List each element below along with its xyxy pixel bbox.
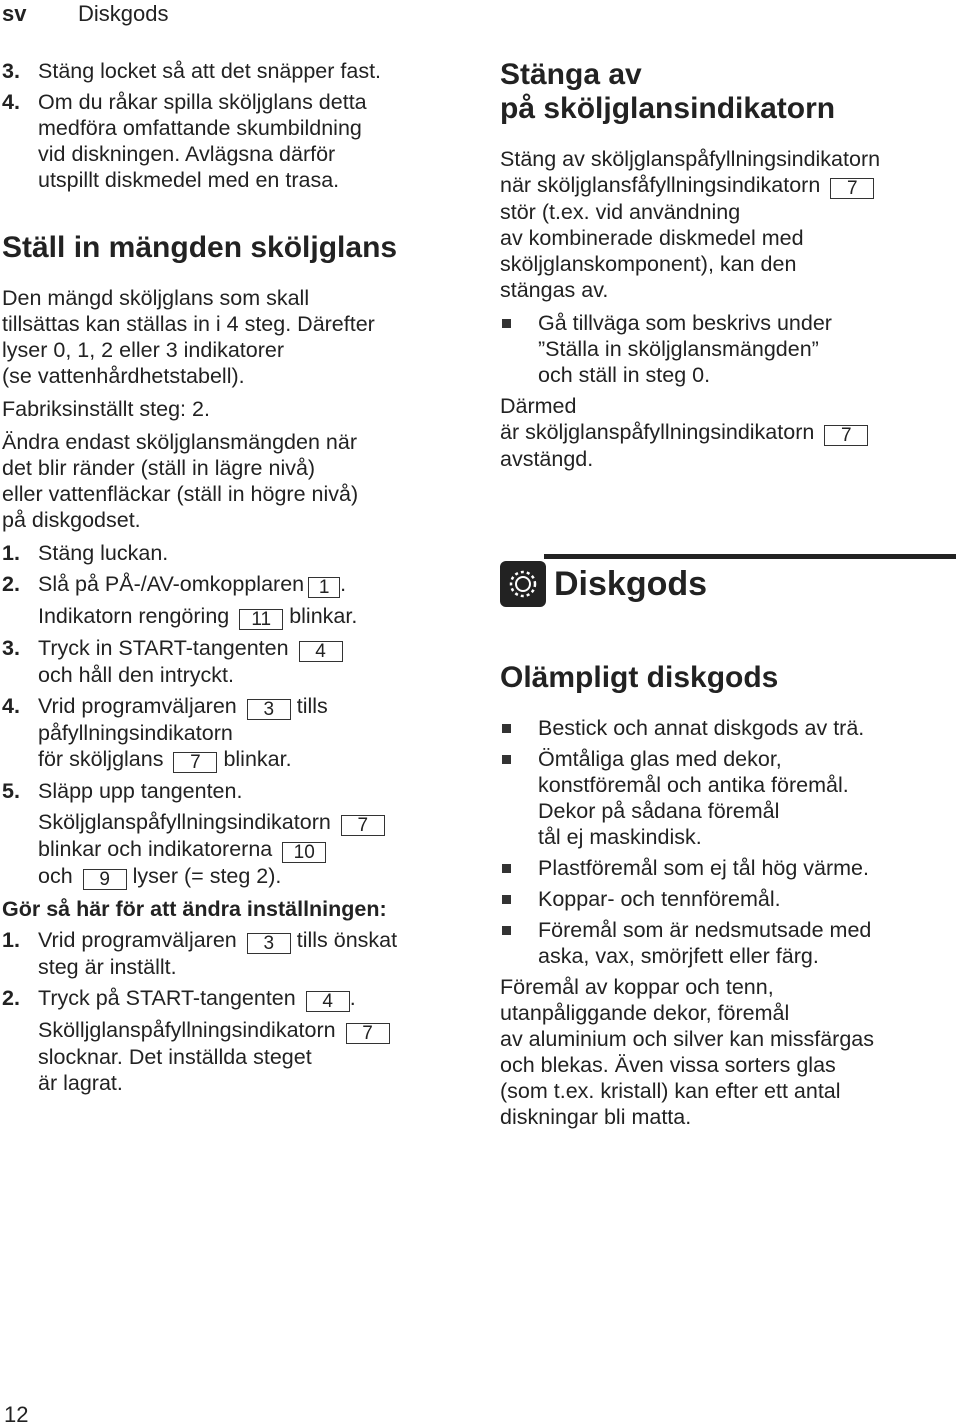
key-ref-3: 3 xyxy=(247,933,291,954)
step-item xyxy=(2,89,462,193)
text-line: (som t.ex. kristall) kan efter ett antal xyxy=(500,1079,841,1103)
header-title: Diskgods xyxy=(78,1,169,26)
text-line: eller vattenfläckar (ställ in högre nivå) xyxy=(2,482,359,506)
text-line: diskningar bli matta. xyxy=(500,1105,692,1129)
step-text: utspillt diskmedel med en trasa. xyxy=(38,168,340,192)
chapter-title: Diskgods xyxy=(554,565,708,603)
text-line: tål ej maskindisk. xyxy=(538,825,702,849)
result-paragraph xyxy=(500,393,956,472)
step-text: är lagrat. xyxy=(38,1071,123,1095)
closing-paragraph xyxy=(500,974,956,1130)
step-text-part: Slå på PÅ-/AV-omkopplaren xyxy=(38,572,305,596)
text-line: tillsättas kan ställas in i 4 steg. Därefter xyxy=(2,312,375,336)
text-line: sköljglanskomponent), kan den xyxy=(500,252,797,276)
step-number: 3. xyxy=(2,59,20,83)
step-text xyxy=(38,603,462,630)
text-line: Ömtåliga glas med dekor, xyxy=(538,747,782,771)
text-line: och ställ in steg 0. xyxy=(538,363,711,387)
step-text: vid diskningen. Avlägsna därför xyxy=(38,142,336,166)
right-column xyxy=(500,58,956,1130)
step-text-part: blinkar. xyxy=(289,604,358,628)
section-heading: Ställ in mängden sköljglans xyxy=(2,231,398,264)
bullet-item xyxy=(500,746,956,850)
step-text-part: Sköljglanspåfyllningsindikatorn xyxy=(38,810,331,834)
unsuitable-list xyxy=(500,715,956,969)
step-text xyxy=(38,809,462,836)
heading-line: på sköljglansindikatorn xyxy=(500,92,836,125)
step-text-part: Skölljglanspåfyllningsindikatorn xyxy=(38,1018,336,1042)
step-text-part: Vrid programväljaren xyxy=(38,694,237,718)
page-header xyxy=(2,0,168,28)
key-ref-7: 7 xyxy=(824,425,868,446)
text-line: Dekor på sådana föremål xyxy=(538,799,780,823)
text-line: aska, vax, smörjfett eller färg. xyxy=(538,944,819,968)
step-text xyxy=(38,571,462,598)
text-part: är sköljglanspåfyllningsindikatorn xyxy=(500,420,815,444)
key-ref-7: 7 xyxy=(346,1023,390,1044)
step-item xyxy=(2,985,462,1096)
change-steps xyxy=(2,927,462,1096)
step-text xyxy=(38,863,462,890)
step-text-part: . xyxy=(349,986,356,1010)
text-line: Plastföremål som ej tål hög värme. xyxy=(538,856,869,880)
setting-steps xyxy=(2,540,462,890)
step-number: 1. xyxy=(2,928,20,952)
bullet-item xyxy=(500,310,956,388)
step-text: och håll den intryckt. xyxy=(38,663,234,687)
text-line: av aluminium och silver kan missfärgas xyxy=(500,1027,874,1051)
text-line: och blekas. Även vissa sorters glas xyxy=(500,1053,836,1077)
factory-setting: Fabriksinställt steg: 2. xyxy=(2,397,210,421)
unsuitable-heading: Olämpligt diskgods xyxy=(500,661,779,694)
step-text: Stäng locket så att det snäpper fast. xyxy=(38,59,382,83)
step-text-part: Tryck in START-tangenten xyxy=(38,636,289,660)
step-text: Släpp upp tangenten. xyxy=(38,779,243,803)
text-line: Gå tillväga som beskrivs under xyxy=(538,311,832,335)
key-ref-10: 10 xyxy=(282,842,326,863)
bullet-item xyxy=(500,917,956,969)
step-item xyxy=(2,635,462,688)
text-line: det blir ränder (ställ in lägre nivå) xyxy=(2,456,316,480)
text-line: ”Ställa in sköljglansmängden” xyxy=(538,337,819,361)
step-text xyxy=(38,693,462,720)
step-item xyxy=(2,58,462,84)
step-item xyxy=(2,778,462,890)
step-item xyxy=(2,571,462,630)
step-text-part: och xyxy=(38,864,73,888)
text-line: Därmed xyxy=(500,394,577,418)
step-number: 1. xyxy=(2,541,20,565)
step-number: 3. xyxy=(2,636,20,660)
step-text-part: Indikatorn rengöring xyxy=(38,604,230,628)
step-text: påfyllningsindikatorn xyxy=(38,721,233,745)
text-line: stängas av. xyxy=(500,278,609,302)
step-text xyxy=(38,927,462,954)
step-text: slocknar. Det inställda steget xyxy=(38,1045,312,1069)
step-text-part: för sköljglans xyxy=(38,747,164,771)
chapter-header xyxy=(500,554,956,607)
text-line: Ändra endast sköljglansmängden när xyxy=(2,430,357,454)
language-code: sv xyxy=(2,1,27,26)
change-heading: Gör så här för att ändra inställningen: xyxy=(2,897,387,921)
key-ref-3: 3 xyxy=(247,699,291,720)
intro-paragraph xyxy=(2,285,462,389)
step-text xyxy=(38,746,462,773)
left-column xyxy=(2,58,462,1101)
text-part: när sköljglansfåfyllningsindikatorn xyxy=(500,173,821,197)
step-text-part: tills xyxy=(296,694,328,718)
step-text-part: Tryck på START-tangenten xyxy=(38,986,296,1010)
text-line: utanpåliggande dekor, föremål xyxy=(500,1001,790,1025)
key-ref-7: 7 xyxy=(341,815,385,836)
text-line: Bestick och annat diskgods av trä. xyxy=(538,716,865,740)
text-line: av kombinerade diskmedel med xyxy=(500,226,804,250)
turn-off-bullets xyxy=(500,310,956,388)
text-line: Stäng av sköljglanspåfyllningsindikatorn xyxy=(500,147,881,171)
step-text-part: blinkar. xyxy=(223,747,292,771)
key-ref-4: 4 xyxy=(299,641,343,662)
chapter-rule xyxy=(544,554,956,559)
bullet-item xyxy=(500,855,956,881)
key-ref-7: 7 xyxy=(173,752,217,773)
step-text: medföra omfattande skumbildning xyxy=(38,116,362,140)
step-number: 2. xyxy=(2,572,20,596)
heading-line: Stänga av xyxy=(500,58,642,91)
step-text xyxy=(38,985,462,1012)
bullet-item xyxy=(500,886,956,912)
text-line: Föremål av koppar och tenn, xyxy=(500,975,774,999)
key-ref-9: 9 xyxy=(83,869,127,890)
text-line: avstängd. xyxy=(500,447,594,471)
intro-steps xyxy=(2,58,462,193)
text-line: stör (t.ex. vid användning xyxy=(500,200,741,224)
step-text-part: . xyxy=(340,572,347,596)
step-item xyxy=(2,927,462,980)
step-text xyxy=(38,635,462,662)
step-text xyxy=(38,1017,462,1044)
dishes-icon-graphic xyxy=(506,567,540,601)
section-heading xyxy=(500,58,956,126)
key-ref-7: 7 xyxy=(830,178,874,199)
text-line: lyser 0, 1, 2 eller 3 indikatorer xyxy=(2,338,285,362)
step-text-part: blinkar och indikatorerna xyxy=(38,837,273,861)
step-item xyxy=(2,540,462,566)
text-line xyxy=(500,172,956,199)
step-number: 4. xyxy=(2,694,20,718)
text-line: Föremål som är nedsmutsade med xyxy=(538,918,872,942)
step-number: 4. xyxy=(2,90,20,114)
page-number: 12 xyxy=(4,1402,29,1427)
step-text-part: Vrid programväljaren xyxy=(38,928,237,952)
text-line: (se vattenhårdhetstabell). xyxy=(2,364,245,388)
step-number: 5. xyxy=(2,779,20,803)
step-text-part: lyser (= steg 2). xyxy=(132,864,282,888)
adjust-paragraph xyxy=(2,429,462,533)
text-line xyxy=(500,419,956,446)
dishes-icon xyxy=(500,561,546,607)
key-ref-4: 4 xyxy=(306,991,350,1012)
bullet-item xyxy=(500,715,956,741)
step-text-part: tills önskat xyxy=(296,928,398,952)
chapter-row xyxy=(500,561,956,607)
step-text: Stäng luckan. xyxy=(38,541,169,565)
step-text xyxy=(38,836,462,863)
key-ref-1: 1 xyxy=(308,577,340,598)
text-line: på diskgodset. xyxy=(2,508,141,532)
key-ref-11: 11 xyxy=(239,609,283,630)
step-item xyxy=(2,693,462,773)
text-line: Koppar- och tennföremål. xyxy=(538,887,781,911)
text-line: konstföremål och antika föremål. xyxy=(538,773,849,797)
step-text: Om du råkar spilla sköljglans detta xyxy=(38,90,367,114)
turn-off-paragraph xyxy=(500,146,956,303)
text-line: Den mängd sköljglans som skall xyxy=(2,286,310,310)
step-number: 2. xyxy=(2,986,20,1010)
step-text: steg är inställt. xyxy=(38,955,177,979)
